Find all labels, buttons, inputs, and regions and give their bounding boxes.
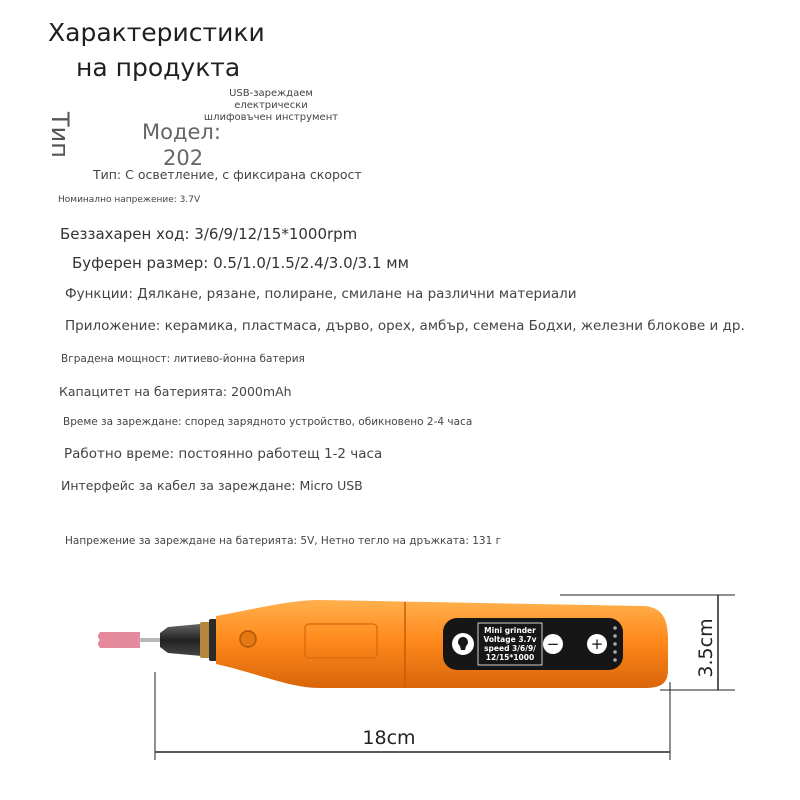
spec-speed: Беззахарен ход: 3/6/9/12/15*1000rpm [60,225,358,243]
collar-ring [209,619,217,661]
speed-indicator-dot [613,634,617,638]
panel-label-line4: 12/15*1000 [485,653,535,662]
panel-label-line1: Mini grinder [484,626,536,635]
product-illustration [0,570,800,800]
spec-working-time: Работно време: постоянно работещ 1-2 часа [64,446,383,462]
spec-charging-voltage-weight: Напрежение за зареждане на батерията: 5V, Нетно тегло на дръжката: 131 г [65,535,502,547]
height-dimension-label: 3.5cm [695,618,717,678]
model-number: 202 [163,146,204,170]
minus-symbol: − [546,635,560,653]
speed-indicator-dot [613,626,617,630]
grinding-bit [98,632,140,648]
panel-label-line3: speed 3/6/9/ [484,644,536,653]
grinder-tool [98,600,668,688]
brass-ring [200,622,210,658]
chuck-nut [160,624,202,656]
subtitle [196,88,346,124]
panel-label-line2: Voltage 3.7v [483,635,537,644]
speed-indicator-dot [613,650,617,654]
spec-power: Вградена мощност: литиево-йонна батерия [61,353,305,365]
subtitle-line3: шлифовъчен инструмент [203,112,339,123]
spec-functions: Функции: Дялкане, рязане, полиране, смилане на различни материали [65,286,577,302]
subtitle-line2: електрически [234,100,308,111]
spec-battery-capacity: Капацитет на батерията: 2000mAh [59,384,292,399]
spec-charging-time: Време за зареждане: според зарядното устройство, обикновено 2-4 часа [63,416,473,428]
model-label: Модел: [142,120,221,144]
side-button [240,631,256,647]
page-title-line2: на продукта [76,53,241,82]
bit-shaft [139,638,161,642]
spec-application: Приложение: керамика, пластмаса, дърво, орех, амбър, семена Бодхи, железни блокове и др. [65,318,745,334]
speed-indicator-dot [613,658,617,662]
speed-indicator-dot [613,642,617,646]
type-side-label: Тип [46,112,74,158]
spec-type: Тип: С осветление, с фиксирана скорост [93,167,362,182]
spec-interface: Интерфейс за кабел за зареждане: Micro USB [61,478,363,493]
spec-nominal-voltage: Номинално напрежение: 3.7V [58,195,201,205]
plus-symbol: + [590,635,604,653]
spec-collet-size: Буферен размер: 0.5/1.0/1.5/2.4/3.0/3.1 мм [72,254,409,272]
page-title-line1: Характеристики [48,18,265,47]
subtitle-line1: USB-зареждаем [229,88,313,99]
length-dimension-label: 18cm [362,727,416,749]
